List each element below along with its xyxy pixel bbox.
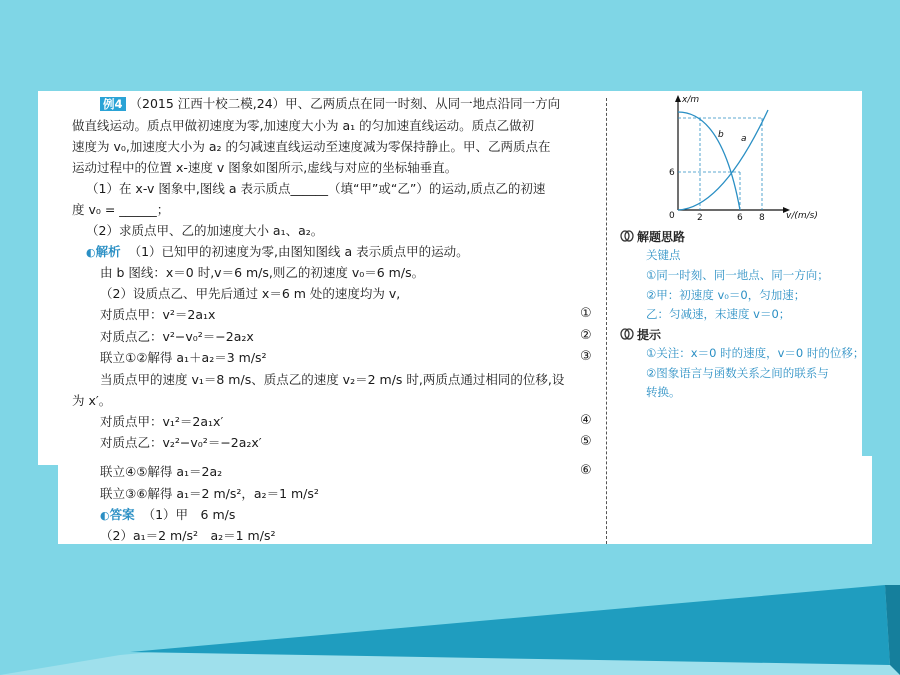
eq-number-5: ⑤ (580, 434, 592, 449)
equation-6: 联立④⑤解得 a₁＝2a₂ (100, 464, 223, 479)
eq-number-3: ③ (580, 349, 592, 364)
thinking-heading: 解题思路 (620, 228, 685, 245)
question-1-line-1: （1）在 x-v 图象中,图线 a 表示质点______（填“甲”或“乙”）的运动,质点乙的初速 (86, 181, 546, 196)
question-2: （2）求质点甲、乙的加速度大小 a₁、a₂。 (86, 223, 324, 238)
curve-b-label: b (718, 130, 724, 140)
curve-b (678, 112, 740, 210)
problem-line-3: 速度为 v₀,加速度大小为 a₂ 的匀减速直线运动至速度减为零保持静止。甲、乙两质点在 (72, 139, 551, 154)
curve-a-label: a (741, 134, 747, 144)
equation-1: 对质点甲：v²＝2a₁x (100, 307, 216, 322)
column-divider (606, 98, 607, 544)
solution-line-7: 当质点甲的速度 v₁＝8 m/s、质点乙的速度 v₂＝2 m/s 时,两质点通过相同的位移,设 (100, 372, 565, 387)
answer-line-1: ◐答案 （1）甲 6 m/s (100, 507, 236, 522)
x-tick-6: 6 (737, 213, 743, 223)
xv-graph (660, 92, 850, 224)
eq-number-2: ② (580, 328, 592, 343)
solution-label: ◐解析 (86, 244, 121, 259)
hint-icon (620, 328, 634, 340)
solution-result: 联立③⑥解得 a₁＝2 m/s²，a₂＝1 m/s² (100, 486, 319, 501)
equation-4: 对质点甲：v₁²＝2a₁x′ (100, 414, 224, 429)
solution-line-8: 为 x′。 (72, 393, 112, 408)
x-tick-2: 2 (697, 213, 703, 223)
y-axis-arrow (675, 95, 681, 102)
question-1-line-2: 度 v₀ = ______； (72, 202, 170, 217)
curve-a (678, 110, 768, 210)
thinking-line-1: 关键点 (646, 248, 681, 262)
solution-line-3: （2）设质点乙、甲先后通过 x＝6 m 处的速度均为 v, (100, 286, 401, 301)
pencil-icon (620, 230, 634, 242)
problem-line-4: 运动过程中的位置 x-速度 v 图象如图所示,虚线与对应的坐标轴垂直。 (72, 160, 458, 175)
hint-line-2: ②图象语言与函数关系之间的联系与 (646, 366, 829, 380)
eq-number-6: ⑥ (580, 463, 592, 478)
thinking-line-4: 乙：匀减速，末速度 v＝0； (646, 307, 791, 321)
y-axis-label: x/m (682, 95, 700, 105)
x-axis-label: v/(m/s) (786, 211, 818, 221)
eq-number-1: ① (580, 306, 592, 321)
equation-3: 联立①②解得 a₁＋a₂＝3 m/s² (100, 350, 267, 365)
hint-heading: 提示 (620, 326, 661, 343)
hint-line-3: 转换。 (646, 385, 681, 399)
answer-line-2: （2）a₁＝2 m/s² a₂＝1 m/s² (100, 528, 276, 543)
equation-2: 对质点乙：v²−v₀²＝−2a₂x (100, 329, 254, 344)
x-tick-8: 8 (759, 213, 765, 223)
answer-label: ◐答案 (100, 507, 135, 522)
y-tick-6: 6 (669, 168, 675, 178)
hint-line-1: ①关注：x＝0 时的速度，v＝0 时的位移； (646, 346, 865, 360)
solution-line-1: ◐解析 （1）已知甲的初速度为零,由图知图线 a 表示质点甲的运动。 (86, 244, 469, 259)
problem-line-2: 做直线运动。质点甲做初速度为零,加速度大小为 a₁ 的匀加速直线运动。质点乙做初 (72, 118, 535, 133)
thinking-line-3: ②甲：初速度 v₀＝0，匀加速； (646, 288, 806, 302)
solution-line-2: 由 b 图线：x＝0 时,v＝6 m/s,则乙的初速度 v₀＝6 m/s。 (100, 265, 425, 280)
thinking-line-2: ①同一时刻、同一地点、同一方向； (646, 268, 829, 282)
eq-number-4: ④ (580, 413, 592, 428)
problem-line-1: 例4 （2015 江西十校二模,24）甲、乙两质点在同一时刻、从同一地点沿同一方向 (100, 96, 560, 112)
example-tag: 例4 (100, 97, 126, 111)
origin-label: 0 (669, 211, 675, 221)
equation-5: 对质点乙：v₂²−v₀²＝−2a₂x′ (100, 435, 262, 450)
